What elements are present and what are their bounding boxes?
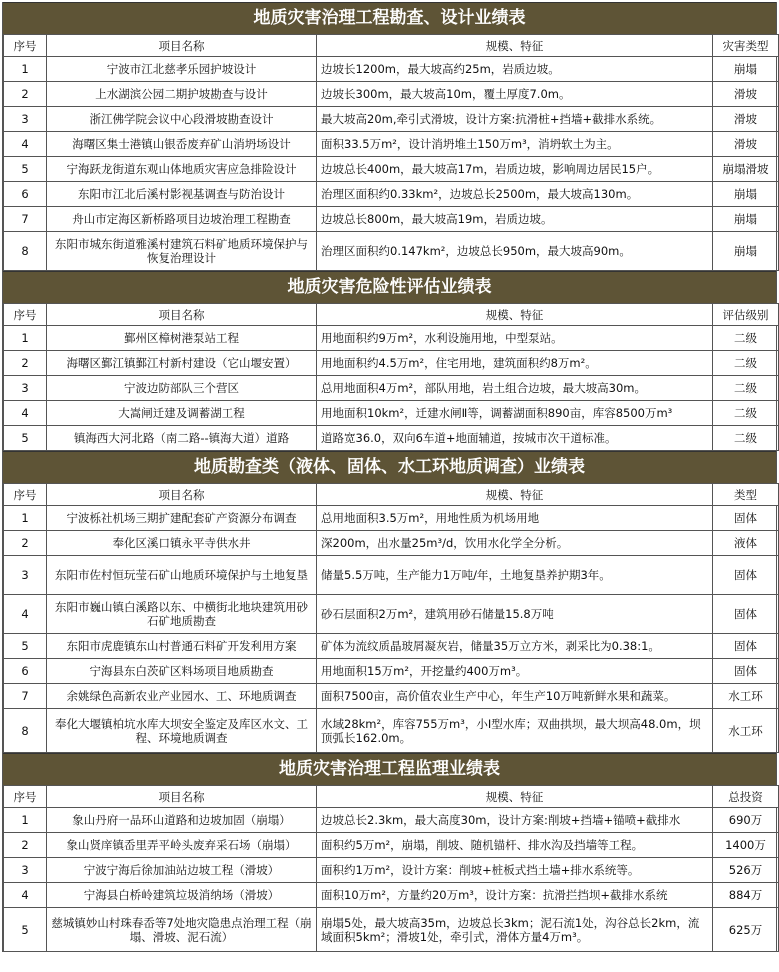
cell-seq: 1	[4, 57, 47, 82]
cell-name: 鄞州区樟树港泵站工程	[47, 326, 317, 351]
cell-name: 余姚绿色高新农业产业园水、工、环地质调查	[47, 684, 317, 709]
table-row	[4, 506, 779, 531]
cell-spec: 边坡长300m，最大坡高10m，覆土厚度7.0m。	[317, 82, 713, 107]
cell-spec: 砂石层面积2万m²，建筑用砂石储量15.8万吨	[317, 595, 713, 634]
cell-spec: 面积约1万m²，设计方案：削坡+桩板式挡土墙+排水系统等。	[317, 858, 713, 883]
cell-spec: 储量5.5万吨，生产能力1万吨/年，土地复垦养护期3年。	[317, 556, 713, 595]
cell-seq: 2	[4, 833, 47, 858]
cell-name: 宁海县东白茨矿区料场项目地质勘查	[47, 659, 317, 684]
cell-seq: 5	[4, 426, 47, 451]
cell-spec: 边坡总长800m，最大坡高19m，岩质边坡。	[317, 207, 713, 232]
table-row	[4, 351, 779, 376]
cell-name: 奉化区溪口镇永平寺供水井	[47, 531, 317, 556]
table-row	[4, 531, 779, 556]
cell-name: 东阳市佐村恒玩莹石矿山地质环境保护与土地复垦	[47, 556, 317, 595]
cell-spec: 边坡总长2.3km，最大高度30m，设计方案:削坡+挡墙+锚喷+截排水	[317, 808, 713, 833]
cell-name: 浙江佛学院会议中心段滑坡勘查设计	[47, 107, 317, 132]
cell-spec: 面积7500亩，高价值农业生产中心，年生产10万吨新鲜水果和蔬菜。	[317, 684, 713, 709]
cell-seq: 3	[4, 376, 47, 401]
performance-table	[3, 34, 779, 271]
cell-spec: 总用地面积4万m²，部队用地，岩土组合边坡，最大坡高30m。	[317, 376, 713, 401]
table-row	[4, 659, 779, 684]
cell-investment: 884万	[713, 883, 779, 908]
cell-name: 镇海西大河北路（南二路--镇海大道）道路	[47, 426, 317, 451]
header-type: 灾害类型	[713, 35, 779, 57]
cell-spec: 用地面积约9万m²，水利设施用地，中型泵站。	[317, 326, 713, 351]
cell-name: 象山丹府一品环山道路和边坡加固（崩塌）	[47, 808, 317, 833]
cell-seq: 3	[4, 858, 47, 883]
cell-seq: 1	[4, 506, 47, 531]
cell-type: 崩塌	[713, 207, 779, 232]
cell-type: 水工环	[713, 709, 779, 753]
table-row	[4, 595, 779, 634]
cell-seq: 7	[4, 684, 47, 709]
cell-seq: 8	[4, 709, 47, 753]
cell-type: 崩塌	[713, 182, 779, 207]
cell-name: 奉化大堰镇柏坑水库大坝安全鉴定及库区水文、工程、环境地质调查	[47, 709, 317, 753]
cell-investment: 1400万	[713, 833, 779, 858]
performance-table	[3, 483, 779, 753]
cell-type: 崩塌滑坡	[713, 157, 779, 182]
header-name: 项目名称	[47, 484, 317, 506]
table-row	[4, 376, 779, 401]
cell-seq: 5	[4, 908, 47, 952]
cell-type: 滑坡	[713, 132, 779, 157]
table-row	[4, 157, 779, 182]
header-seq: 序号	[4, 484, 47, 506]
cell-name: 东阳市江北后溪村影视基调查与防治设计	[47, 182, 317, 207]
cell-name: 象山贤庠镇岙里弄平岭头废弃采石场（崩塌）	[47, 833, 317, 858]
table-row	[4, 107, 779, 132]
cell-seq: 4	[4, 595, 47, 634]
header-spec: 规模、特征	[317, 35, 713, 57]
cell-name: 舟山市定海区新桥路项目边坡治理工程勘查	[47, 207, 317, 232]
cell-name: 海曙区集士港镇山银岙废弃矿山消坍场设计	[47, 132, 317, 157]
header-spec: 规模、特征	[317, 304, 713, 326]
table-row	[4, 182, 779, 207]
table-row	[4, 401, 779, 426]
table-row	[4, 57, 779, 82]
table-row	[4, 883, 779, 908]
section-title: 地质勘查类（液体、固体、水工环地质调查）业绩表	[3, 451, 776, 483]
cell-type: 崩塌	[713, 232, 779, 271]
cell-seq: 4	[4, 401, 47, 426]
header-seq: 序号	[4, 35, 47, 57]
cell-level: 二级	[713, 351, 779, 376]
performance-table	[3, 785, 779, 952]
cell-name: 大嵩闸迁建及调蓄湖工程	[47, 401, 317, 426]
cell-spec: 面积33.5万m²，设计消坍堆土150万m³，消坍软土为主。	[317, 132, 713, 157]
cell-type: 崩塌	[713, 57, 779, 82]
cell-type: 滑坡	[713, 107, 779, 132]
table-row	[4, 82, 779, 107]
cell-level: 二级	[713, 426, 779, 451]
table-row	[4, 232, 779, 271]
table-row	[4, 426, 779, 451]
cell-spec: 边坡长1200m，最大坡高约25m，岩质边坡。	[317, 57, 713, 82]
cell-spec: 治理区面积约0.147km²，边坡总长950m，最大坡高90m。	[317, 232, 713, 271]
table-row	[4, 908, 779, 952]
table-header-row	[4, 304, 779, 326]
table-row	[4, 808, 779, 833]
cell-spec: 治理区面积约0.33km²，边坡总长2500m，最大坡高130m。	[317, 182, 713, 207]
cell-name: 宁海县白桥岭建筑垃圾消纳场（滑坡）	[47, 883, 317, 908]
cell-type: 固体	[713, 506, 779, 531]
cell-spec: 道路宽36.0，双向6车道+地面辅道，按城市次干道标准。	[317, 426, 713, 451]
cell-seq: 2	[4, 82, 47, 107]
section-title: 地质灾害危险性评估业绩表	[3, 271, 776, 303]
header-name: 项目名称	[47, 35, 317, 57]
cell-name: 海曙区鄞江镇鄞江村新村建设（它山堰安置）	[47, 351, 317, 376]
table-row	[4, 326, 779, 351]
table-header-row	[4, 484, 779, 506]
table-row	[4, 207, 779, 232]
header-name: 项目名称	[47, 786, 317, 808]
table-header-row	[4, 35, 779, 57]
cell-seq: 1	[4, 326, 47, 351]
cell-name: 上水湖滨公园二期护坡勘查与设计	[47, 82, 317, 107]
cell-seq: 6	[4, 659, 47, 684]
cell-seq: 5	[4, 634, 47, 659]
header-name: 项目名称	[47, 304, 317, 326]
cell-seq: 2	[4, 351, 47, 376]
cell-spec: 边坡总长400m，最大坡高17m，岩质边坡，影响周边居民15户。	[317, 157, 713, 182]
cell-seq: 1	[4, 808, 47, 833]
cell-type: 固体	[713, 556, 779, 595]
header-spec: 规模、特征	[317, 484, 713, 506]
cell-name: 慈城镇妙山村珠春岙等7处地灾隐患点治理工程（崩塌、滑坡、泥石流）	[47, 908, 317, 952]
cell-type: 固体	[713, 659, 779, 684]
cell-seq: 3	[4, 107, 47, 132]
section-title: 地质灾害治理工程勘查、设计业绩表	[3, 2, 776, 34]
table-row	[4, 709, 779, 753]
cell-seq: 4	[4, 883, 47, 908]
cell-spec: 总用地面积3.5万m²，用地性质为机场用地	[317, 506, 713, 531]
cell-seq: 5	[4, 157, 47, 182]
cell-spec: 崩塌5处，最大坡高35m，边坡总长3km；泥石流1处，沟谷总长2km，流域面积5km²；滑坡1处，牵引式，滑体方量4万m³。	[317, 908, 713, 952]
cell-seq: 2	[4, 531, 47, 556]
cell-type: 水工环	[713, 684, 779, 709]
header-investment: 总投资	[713, 786, 779, 808]
cell-type: 固体	[713, 634, 779, 659]
cell-name: 东阳市城东街道雅溪村建筑石料矿地质环境保护与恢复治理设计	[47, 232, 317, 271]
cell-name: 东阳市虎鹿镇东山村普通石料矿开发利用方案	[47, 634, 317, 659]
table-row	[4, 634, 779, 659]
cell-spec: 最大坡高20m,牵引式滑坡，设计方案:抗滑桩+挡墙+截排水系统。	[317, 107, 713, 132]
cell-spec: 用地面积约4.5万m²，住宅用地，建筑面积约8万m²。	[317, 351, 713, 376]
cell-name: 宁波栎社机场三期扩建配套矿产资源分布调查	[47, 506, 317, 531]
performance-table	[3, 303, 779, 451]
cell-spec: 用地面积10km²，迁建水闸Ⅱ等，调蓄湖面积890亩，库容8500万m³	[317, 401, 713, 426]
cell-level: 二级	[713, 376, 779, 401]
performance-document	[2, 2, 777, 952]
cell-type: 滑坡	[713, 82, 779, 107]
table-row	[4, 833, 779, 858]
cell-investment: 690万	[713, 808, 779, 833]
header-spec: 规模、特征	[317, 786, 713, 808]
cell-investment: 625万	[713, 908, 779, 952]
cell-seq: 8	[4, 232, 47, 271]
section-title: 地质灾害治理工程监理业绩表	[3, 753, 776, 785]
cell-spec: 面积约5万m²，崩塌，削坡、随机锚杆、排水沟及挡墙等工程。	[317, 833, 713, 858]
header-type: 类型	[713, 484, 779, 506]
header-seq: 序号	[4, 304, 47, 326]
table-row	[4, 684, 779, 709]
cell-name: 宁波边防部队三个营区	[47, 376, 317, 401]
cell-type: 固体	[713, 595, 779, 634]
cell-spec: 矿体为流纹质晶玻屑凝灰岩，储量35万立方米，剥采比为0.38:1。	[317, 634, 713, 659]
cell-spec: 用地面积15万m²，开挖量约400万m³。	[317, 659, 713, 684]
cell-level: 二级	[713, 401, 779, 426]
table-row	[4, 858, 779, 883]
cell-name: 宁波市江北慈孝乐园护坡设计	[47, 57, 317, 82]
table-header-row	[4, 786, 779, 808]
cell-level: 二级	[713, 326, 779, 351]
cell-seq: 6	[4, 182, 47, 207]
header-seq: 序号	[4, 786, 47, 808]
cell-name: 宁波宁海后徐加油站边坡工程（滑坡）	[47, 858, 317, 883]
cell-spec: 面积10万m²，方量约20万m³，设计方案：抗滑拦挡坝+截排水系统	[317, 883, 713, 908]
table-row	[4, 556, 779, 595]
cell-investment: 526万	[713, 858, 779, 883]
cell-spec: 深200m，出水量25m³/d，饮用水化学全分析。	[317, 531, 713, 556]
cell-seq: 4	[4, 132, 47, 157]
cell-type: 液体	[713, 531, 779, 556]
cell-seq: 7	[4, 207, 47, 232]
cell-name: 宁海跃龙街道东观山体地质灾害应急排险设计	[47, 157, 317, 182]
header-level: 评估级别	[713, 304, 779, 326]
table-row	[4, 132, 779, 157]
cell-spec: 水域28km²，库容755万m³，小Ⅰ型水库；双曲拱坝，最大坝高48.0m，坝顶弧长162.0m。	[317, 709, 713, 753]
cell-name: 东阳市巍山镇白溪路以东、中横街北地块建筑用砂石矿地质勘查	[47, 595, 317, 634]
cell-seq: 3	[4, 556, 47, 595]
